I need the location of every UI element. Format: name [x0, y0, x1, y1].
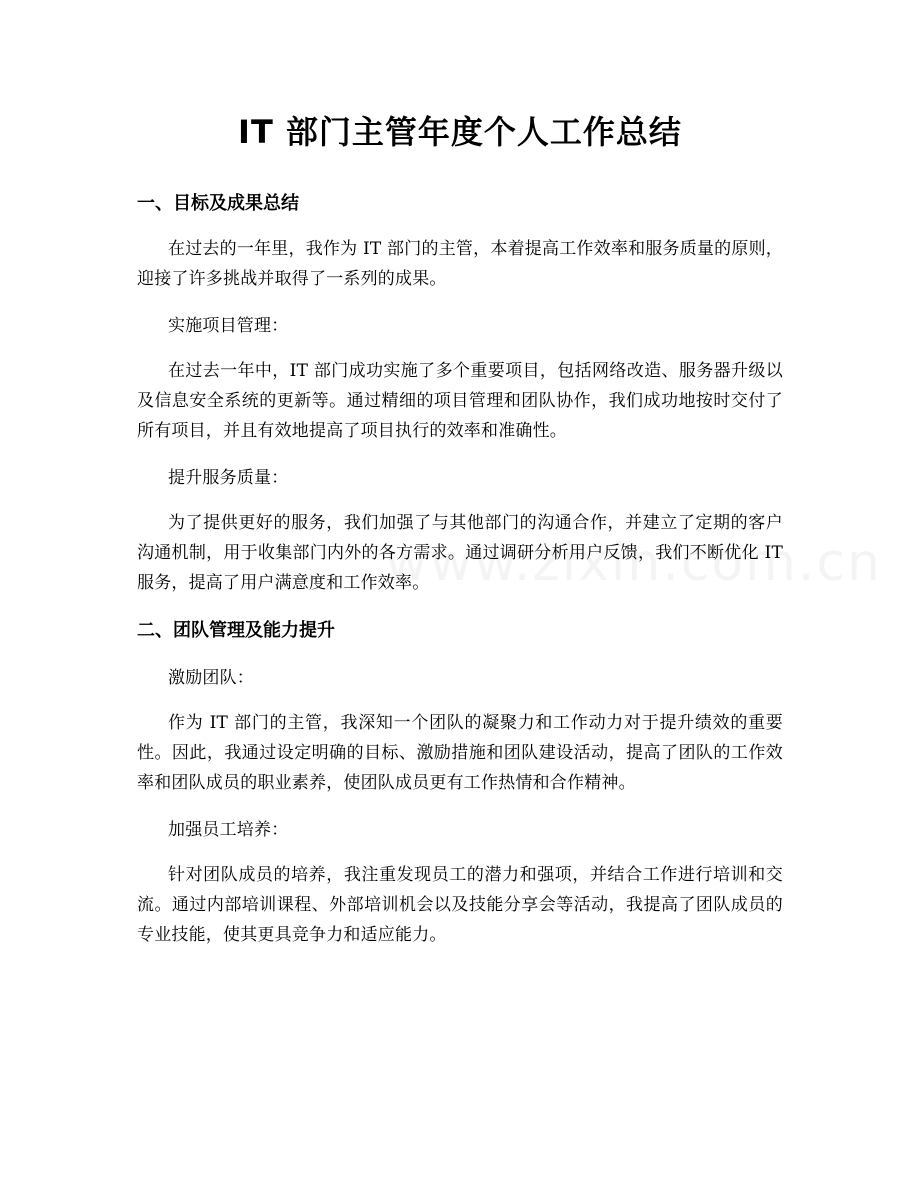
item-label-staff-training: 加强员工培养：: [168, 820, 289, 840]
item-label-service-quality: 提升服务质量：: [168, 468, 289, 488]
document-title: IT 部门主管年度个人工作总结: [238, 113, 682, 151]
item-text-motivate-team: 作为 IT 部门的主管，我深知一个团队的凝聚力和工作动力对于提升绩效的重要性。因此，我通过设定明确的目标、激励措施和团队建设活动，提高了团队的工作效率和团队成员的职业素养，使团队成员更有工作热情和合作精神。: [137, 713, 783, 793]
section-intro-paragraph: 在过去的一年里，我作为 IT 部门的主管，本着提高工作效率和服务质量的原则，迎接了许多挑战并取得了一系列的成果。: [137, 239, 783, 289]
section-heading-team: 二、团队管理及能力提升: [137, 620, 335, 641]
item-text-service-quality: 为了提供更好的服务，我们加强了与其他部门的沟通合作，并建立了定期的客户沟通机制，用于收集部门内外的各方需求。通过调研分析用户反馈，我们不断优化 IT 服务，提高了用户满意度和工作效率。: [137, 513, 783, 593]
item-text-project-management: 在过去一年中，IT 部门成功实施了多个重要项目，包括网络改造、服务器升级以及信息安全系统的更新等。通过精细的项目管理和团队协作，我们成功地按时交付了所有项目，并且有效地提高了项目执行的效率和准确性。: [137, 361, 783, 441]
item-text-staff-training: 针对团队成员的培养，我注重发现员工的潜力和强项，并结合工作进行培训和交流。通过内部培训课程、外部培训机会以及技能分享会等活动，我提高了团队成员的专业技能，使其更具竞争力和适应能力。: [137, 865, 783, 945]
item-label-project-management: 实施项目管理：: [168, 316, 289, 336]
item-label-motivate-team: 激励团队：: [168, 668, 254, 688]
section-heading-goals: 一、目标及成果总结: [137, 193, 299, 214]
